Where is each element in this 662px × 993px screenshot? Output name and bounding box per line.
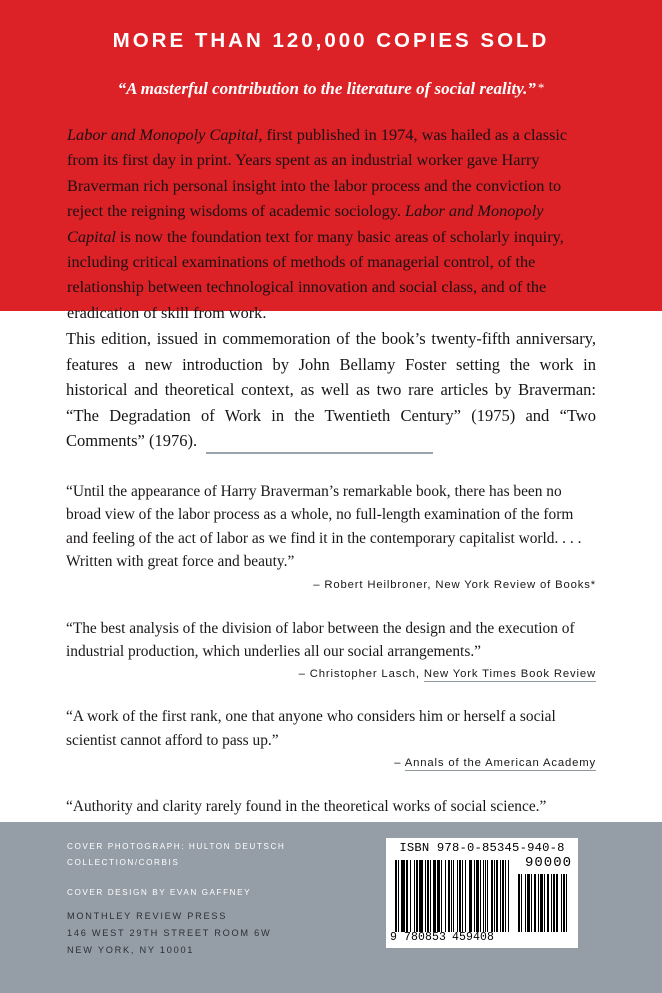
barcode-ean-digits [390,931,516,944]
attr-person: Robert Heilbroner, [324,578,432,591]
blurb-attribution [66,579,596,591]
description-part-1: , first published in 1974, was hailed as a classic from its first day in print. Years spent as an industrial worker gave Harry Braverman rich personal insight into the labor process and the conviction to reject the reigning wisdoms of academic sociology. [67,125,568,221]
ean-digit-first: 9 [390,931,398,944]
ean-group-left: 780853 [404,931,447,944]
attr-source: New York Review of Books [435,578,591,591]
description-paragraph [67,122,595,325]
credit-cover-design: COVER DESIGN BY EVAN GAFFNEY [67,888,252,897]
attr-person: Christopher Lasch, [309,668,420,681]
attr-dash: – [394,757,402,770]
blurb-text: “Authority and clarity rarely found in the theoretical works of social science.” [66,798,547,816]
blurb-text: “The best analysis of the division of labor between the design and the execution of industrial production, which underlies all our social arrangements.” [66,619,575,661]
red-panel [0,0,662,322]
credit-photograph-line-2: COLLECTION/CORBIS [67,857,180,867]
attr-footnote-mark: * [590,578,596,591]
description-part-2: is now the foundation text for many basic areas of scholarly inquiry, including critical examinations of methods of managerial control, of the relationship between technological innovation and social class, and of the eradication of skill from work. [67,226,564,322]
attr-source: Annals of the American Academy [404,757,596,770]
publisher-street: 146 WEST 29TH STREET ROOM 6W [67,928,272,938]
sales-headline: MORE THAN 120,000 COPIES SOLD [112,29,550,52]
isbn-barcode [386,838,578,948]
book-title-italic-2: Labor and Monopoly Capital [67,201,544,246]
attr-dash: – [313,578,321,591]
publisher-city: NEW YORK, NY 10001 [67,945,195,955]
credits-spacer [67,870,285,885]
barcode-bar [509,860,510,932]
blurb-item [66,617,596,681]
barcode-bar [567,874,569,932]
barcode-addon-digits: 90000 [524,855,572,871]
blurb-item [66,480,596,591]
blurb-attribution [66,668,596,680]
blurb-attribution [66,757,596,769]
blurb-item [66,705,596,769]
section-divider-rule [206,452,433,454]
publisher-name: MONTHLEY REVIEW PRESS [67,911,228,921]
cover-credits [67,839,285,901]
isbn-number-label: ISBN 978-0-85345-940-8 [399,841,565,855]
blurb-text: “Until the appearance of Harry Braverman’s remarkable book, there has been no broad view of the labor process as a whole, no full-length examination of the form and feeling of the act of labor as we find it in the contemporary capitalist world. . . . Written with great force and beauty.” [66,483,582,571]
barcode-bars-main [395,860,511,932]
credit-photograph-line-1: COVER PHOTOGRAPH: HULTON DEUTSCH [67,842,286,851]
pull-quote-text: “A masterful contribution to the literature of social reality.” [117,79,536,98]
attr-source: New York Times Book Review [423,668,596,681]
book-title-italic-1: Labor and Monopoly Capital [67,125,259,144]
edition-note-paragraph: This edition, issued in commemoration of the book’s twenty-fifth anniversary, features a new introduction by John Bellamy Foster setting the work in historical and theoretical context, as well as two rare articles by Braverman: “The Degradation of Work in the Twentieth Century” (1975) and “Two Comments” (1976). [66,329,596,450]
pull-quote-footnote-mark: * [537,80,545,95]
blurb-text: “A work of the first rank, one that anyone who considers him or herself a social scientist cannot afford to pass up.” [66,708,556,749]
attr-dash: – [298,668,306,681]
pull-quote [0,79,662,99]
ean-group-right: 459408 [452,931,495,944]
publisher-imprint-block [67,908,271,959]
barcode-bars-addon [518,874,570,932]
blurb-list [66,480,596,836]
